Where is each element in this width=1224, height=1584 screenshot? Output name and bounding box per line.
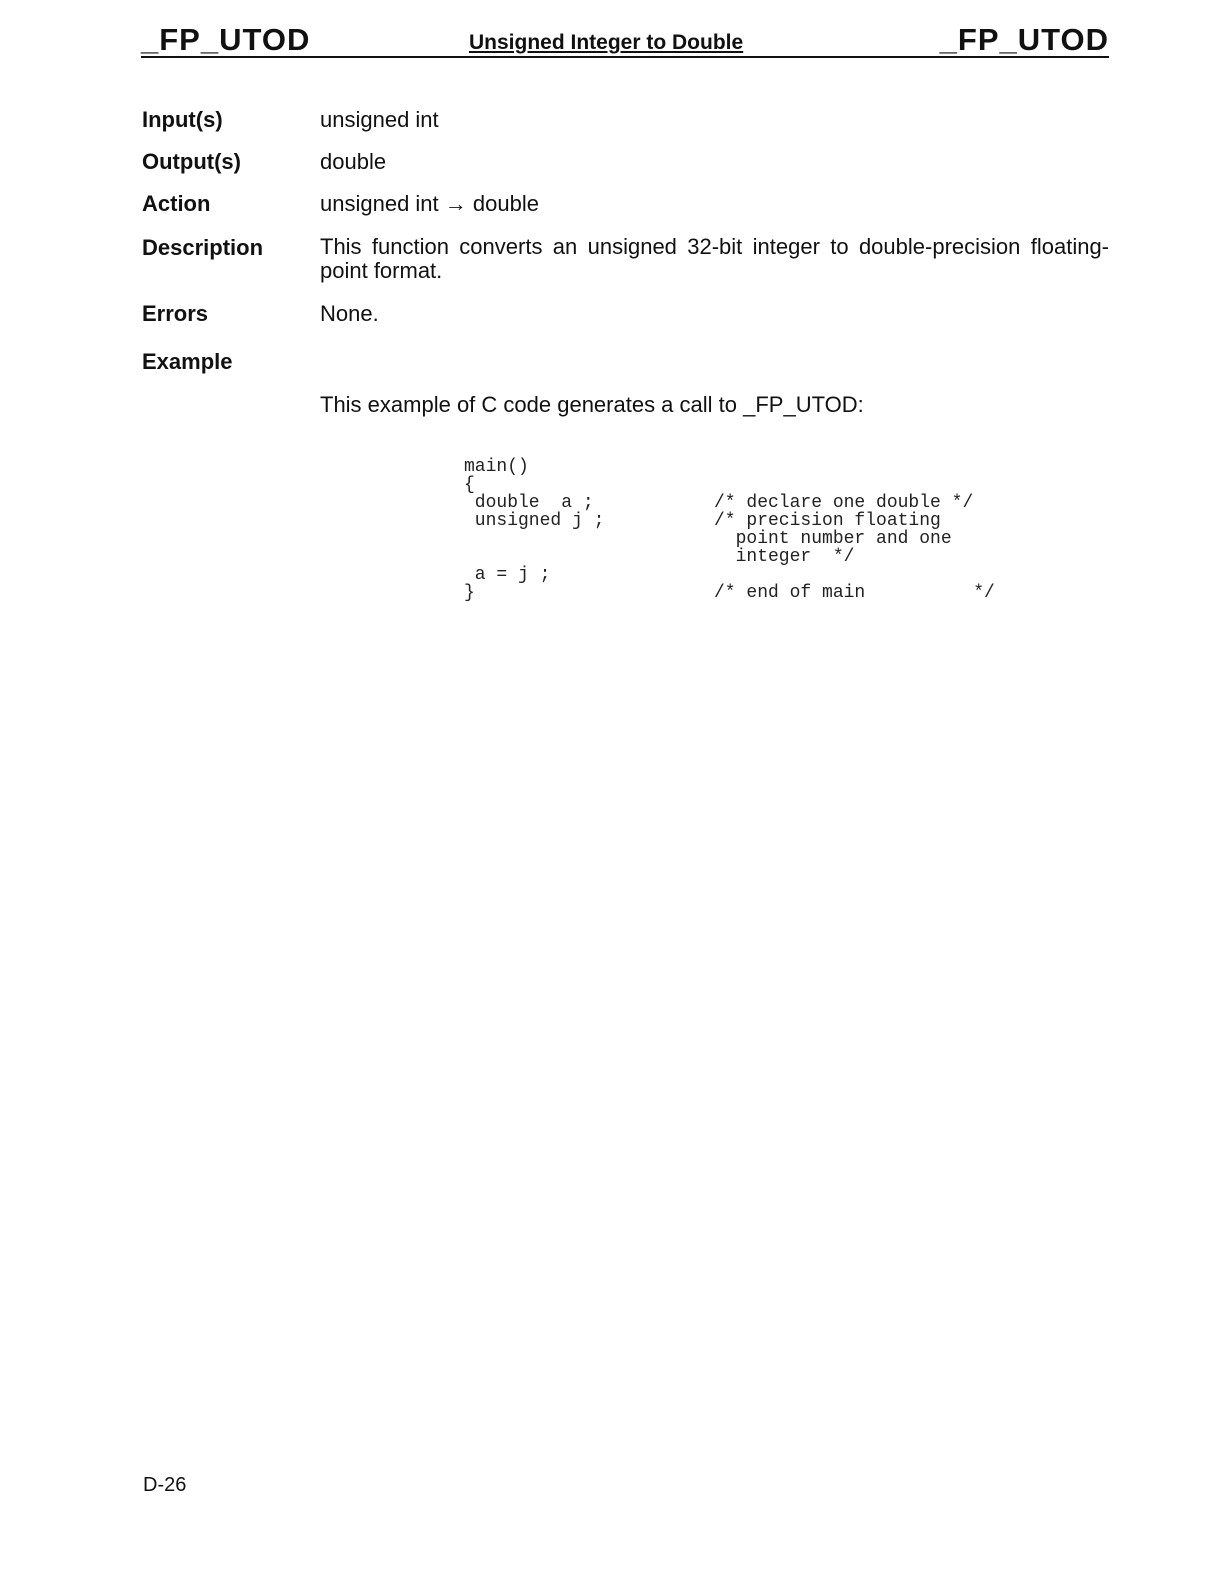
description-label: Description [142, 235, 264, 260]
outputs-label: Output(s) [142, 149, 241, 174]
code-line: } [464, 583, 475, 603]
code-comments [714, 476, 995, 620]
example-label: Example [142, 349, 233, 374]
inputs-value: unsigned int [320, 107, 439, 132]
action-value: unsigned int → double [320, 191, 539, 216]
header-title: Unsigned Integer to Double [469, 31, 744, 54]
code-block [464, 440, 604, 620]
code-comment: integer */ [714, 547, 855, 567]
description-value: This function converts an unsigned 32-bit integer to double-precision floating-point format. [320, 234, 1109, 283]
code-line: double a ; [464, 493, 594, 513]
page-number: D-26 [143, 1474, 187, 1496]
code-line: a = j ; [464, 565, 551, 585]
code-comment: point number and one [714, 529, 952, 549]
errors-label: Errors [142, 301, 209, 326]
action-label: Action [142, 191, 211, 216]
code-line: unsigned j ; [464, 511, 605, 531]
code-line: main() [464, 457, 529, 477]
header-function-name-right: _FP_UTOD [939, 22, 1109, 57]
code-comment: /* declare one double */ [714, 493, 974, 513]
inputs-label: Input(s) [142, 107, 223, 132]
code-comment: /* precision floating [714, 511, 941, 531]
code-line: { [464, 475, 475, 495]
errors-value: None. [320, 301, 379, 326]
code-comment [714, 566, 995, 584]
code-line [464, 548, 604, 566]
outputs-value: double [320, 149, 387, 174]
page-header [141, 22, 1109, 58]
header-function-name-left: _FP_UTOD [141, 22, 311, 57]
example-intro: This example of C code generates a call to _FP_UTOD: [320, 392, 864, 417]
code-line [464, 530, 604, 548]
code-comment: /* end of main */ [714, 583, 995, 603]
